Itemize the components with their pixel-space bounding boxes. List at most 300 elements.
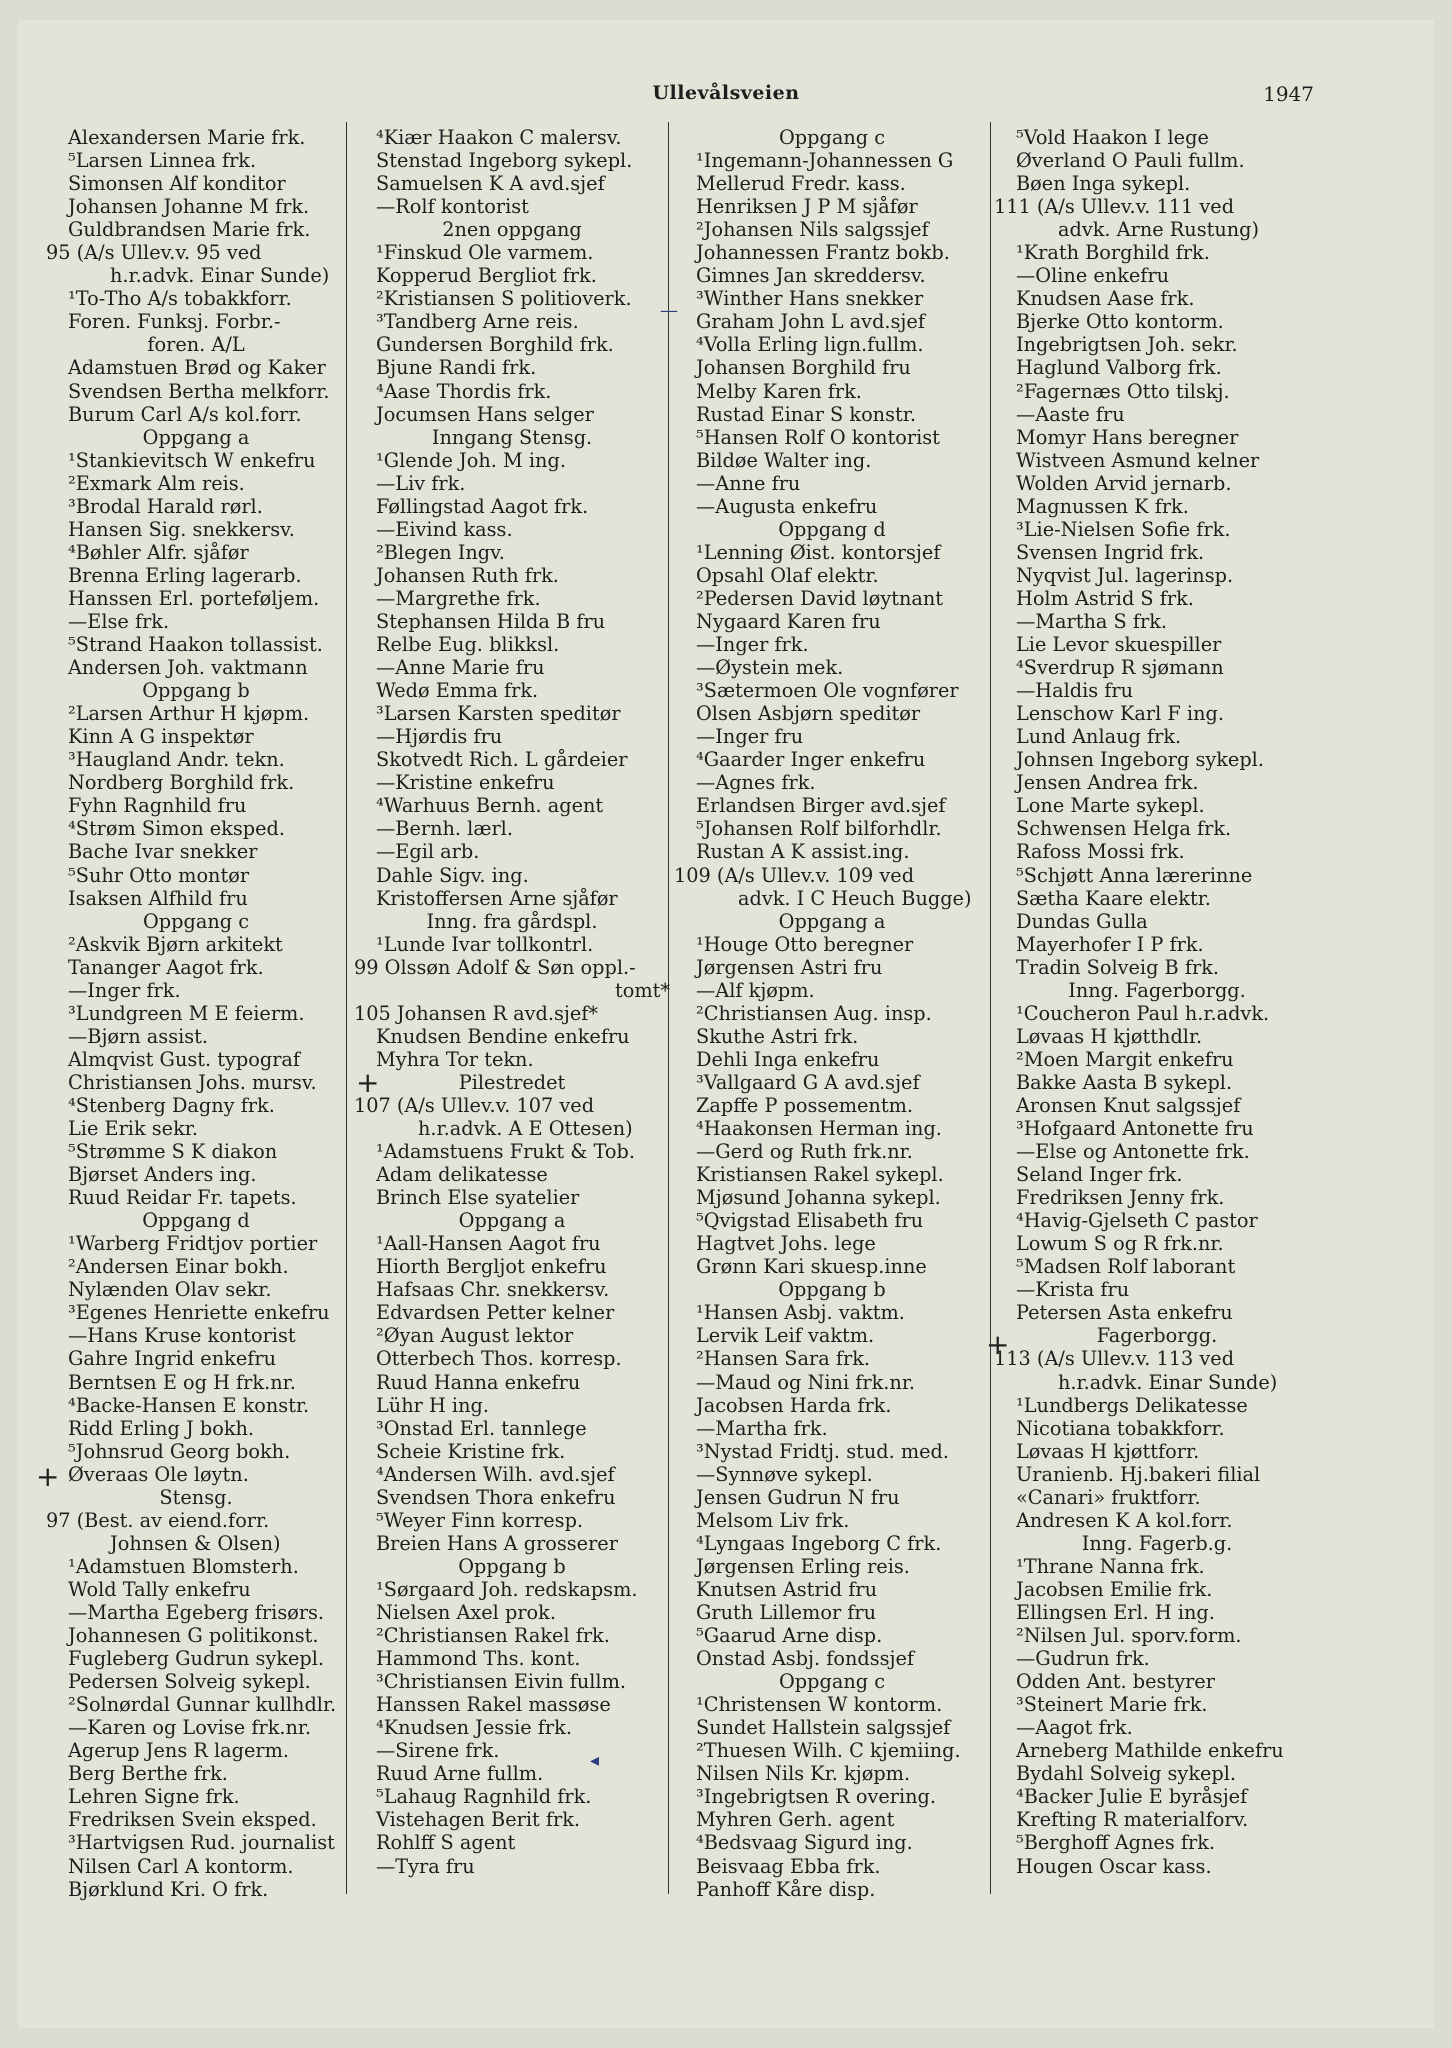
directory-entry: ²Askvik Bjørn arkitekt	[68, 932, 283, 956]
directory-entry: ⁵Schjøtt Anna lærerinne	[1016, 863, 1253, 887]
directory-entry: Oppgang d	[142, 1209, 250, 1233]
directory-entry: ²Hansen Sara frk.	[696, 1347, 871, 1371]
directory-entry: —Inger frk.	[68, 978, 181, 1002]
directory-entry: Knudsen Bendine enkefru	[376, 1024, 630, 1048]
directory-entry: Jensen Gudrun N fru	[696, 1485, 900, 1509]
directory-entry: ⁴Andersen Wilh. avd.sjef	[376, 1462, 615, 1486]
directory-entry: ³Ingebrigtsen R overing.	[696, 1785, 937, 1809]
directory-entry: Lehren Signe frk.	[68, 1785, 240, 1809]
directory-entry: ⁴Aase Thordis frk.	[376, 379, 552, 403]
directory-entry: ³Sætermoen Ole vognfører	[696, 679, 959, 703]
directory-entry: Fredriksen Svein eksped.	[68, 1808, 317, 1832]
directory-entry: ³Haugland Andr. tekn.	[68, 748, 285, 772]
directory-entry: ⁵Hansen Rolf O kontorist	[696, 425, 940, 449]
directory-entry: «Canari» fruktforr.	[1016, 1485, 1201, 1509]
directory-entry: —Aagot frk.	[1016, 1716, 1133, 1740]
directory-entry: ²Christiansen Rakel frk.	[376, 1624, 610, 1648]
directory-entry: ⁴Lyngaas Ingeborg C frk.	[696, 1531, 942, 1555]
directory-entry: —Kristine enkefru	[376, 771, 555, 795]
directory-entry: Rafoss Mossi frk.	[1016, 840, 1185, 864]
directory-entry: 105 Johansen R avd.sjef*	[354, 1001, 599, 1025]
directory-entry: —Augusta enkefru	[696, 494, 878, 518]
directory-entry: ²Solnørdal Gunnar kullhdlr.	[68, 1693, 337, 1717]
directory-entry: ⁵Madsen Rolf laborant	[1016, 1255, 1236, 1279]
directory-entry: ⁵Vold Haakon I lege	[1016, 126, 1209, 149]
directory-entry: ²Thuesen Wilh. C kjemiing.	[696, 1739, 961, 1763]
directory-entry: ³Tandberg Arne reis.	[376, 310, 579, 334]
directory-entry: —Haldis fru	[1016, 679, 1134, 703]
directory-entry: Myhren Gerh. agent	[696, 1808, 895, 1832]
directory-entry: Bydahl Solveig sykepl.	[1016, 1762, 1237, 1786]
directory-entry: Øverland O Pauli fullm.	[1016, 149, 1245, 173]
directory-entry: 97 (Best. av eiend.forr.	[46, 1508, 270, 1532]
directory-entry: —Bernh. lærl.	[376, 817, 513, 841]
directory-entry: Andresen K A kol.forr.	[1016, 1508, 1233, 1532]
directory-entry: Ellingsen Erl. H ing.	[1016, 1601, 1215, 1624]
directory-entry: tomt*	[614, 978, 670, 1002]
directory-entry: Hammond Ths. kont.	[376, 1647, 581, 1671]
directory-entry: Oppgang c	[778, 1670, 886, 1694]
directory-entry: ¹Lunde Ivar tollkontrl.	[376, 932, 594, 956]
directory-entry: ⁴Warhuus Bernh. agent	[376, 794, 604, 818]
directory-entry: Wold Tally enkefru	[68, 1577, 251, 1601]
directory-entry: —Liv frk.	[376, 471, 466, 495]
column-rule	[990, 122, 991, 1894]
directory-entry: ¹Christensen W kontorm.	[696, 1693, 943, 1717]
directory-entry: Oppgang d	[778, 517, 886, 541]
directory-entry: ⁵Lahaug Ragnhild frk.	[376, 1785, 592, 1809]
directory-entry: Dundas Gulla	[1016, 909, 1148, 933]
directory-entry: ⁴Knudsen Jessie frk.	[376, 1716, 572, 1740]
directory-entry: Fredriksen Jenny frk.	[1016, 1186, 1225, 1210]
directory-entry: Wistveen Asmund kelner	[1016, 448, 1260, 472]
directory-entry: —Agnes frk.	[696, 771, 816, 795]
directory-entry: advk. I C Heuch Bugge)	[738, 886, 972, 910]
directory-entry: ²Pedersen David løytnant	[696, 586, 944, 610]
directory-entry: Hagtvet Johs. lege	[696, 1232, 876, 1256]
directory-entry: Isaksen Alfhild fru	[68, 886, 248, 910]
directory-entry: Alexandersen Marie frk.	[68, 126, 306, 149]
cross-mark: +	[986, 1328, 1010, 1361]
directory-entry: h.r.advk. Einar Sunde)	[110, 264, 330, 288]
directory-entry: ⁵Berghoff Agnes frk.	[1016, 1831, 1216, 1855]
directory-entry: Almqvist Gust. typograf	[68, 1047, 301, 1071]
directory-entry: ³Vallgaard G A avd.sjef	[696, 1070, 920, 1094]
directory-entry: h.r.advk. A E Ottesen)	[418, 1117, 633, 1141]
directory-entry: Rustan A K assist.ing.	[696, 840, 910, 864]
directory-entry: Inng. Fagerborgg.	[1068, 978, 1246, 1002]
directory-entry: Wedø Emma frk.	[376, 679, 539, 703]
directory-entry: ⁴Sverdrup R sjømann	[1016, 656, 1224, 680]
directory-entry: ¹Lenning Øist. kontorsjef	[696, 540, 941, 564]
directory-entry: Melby Karen frk.	[696, 379, 862, 403]
directory-entry: Berntsen E og H frk.nr.	[68, 1370, 296, 1394]
directory-entry: Oppgang c	[142, 909, 250, 933]
directory-entry: —Krista fru	[1016, 1278, 1130, 1302]
column-2	[354, 126, 670, 1878]
directory-entry: Gimnes Jan skreddersv.	[696, 264, 926, 288]
directory-entry: Gruth Lillemor fru	[696, 1601, 877, 1624]
directory-entry: Momyr Hans beregner	[1016, 425, 1239, 449]
directory-entry: —Else og Antonette frk.	[1016, 1140, 1250, 1164]
pen-mark: ◂	[590, 1750, 600, 1771]
directory-entry: —Else frk.	[68, 609, 170, 633]
directory-entry: Uranienb. Hj.bakeri filial	[1016, 1462, 1261, 1486]
directory-entry: Seland Inger frk.	[1016, 1163, 1183, 1187]
column-3	[674, 126, 990, 1901]
directory-entry: ³Egenes Henriette enkefru	[68, 1301, 330, 1325]
directory-entry: ³Hofgaard Antonette fru	[1016, 1117, 1254, 1141]
directory-entry: ¹Lundbergs Delikatesse	[1016, 1393, 1248, 1417]
directory-entry: Arneberg Mathilde enkefru	[1016, 1739, 1284, 1763]
directory-entry: Odden Ant. bestyrer	[1016, 1670, 1215, 1694]
directory-entry: 2nen oppgang	[442, 218, 582, 242]
directory-entry: Fyhn Ragnhild fru	[68, 794, 247, 818]
directory-entry: Bjørklund Kri. O frk.	[68, 1877, 269, 1901]
directory-entry: —Synnøve sykepl.	[696, 1462, 873, 1486]
directory-entry: Krefting R materialforv.	[1016, 1808, 1249, 1832]
directory-entry: Ingebrigtsen Joh. sekr.	[1016, 333, 1238, 357]
directory-entry: Stephansen Hilda B fru	[376, 609, 606, 633]
directory-entry: ⁴Bøhler Alfr. sjåfør	[68, 540, 249, 564]
directory-entry: Nielsen Axel prok.	[376, 1601, 556, 1624]
directory-entry: Skuthe Astri frk.	[696, 1024, 859, 1048]
directory-entry: Fugleberg Gudrun sykepl.	[68, 1647, 325, 1671]
directory-entry: Bakke Aasta B sykepl.	[1016, 1070, 1233, 1094]
column-1	[46, 126, 346, 1901]
directory-entry: Lervik Leif vaktm.	[696, 1324, 875, 1348]
directory-entry: ³Brodal Harald rørl.	[68, 494, 263, 518]
directory-entry: Løvaas H kjøttforr.	[1016, 1439, 1200, 1463]
directory-entry: ²Christiansen Aug. insp.	[696, 1001, 932, 1025]
directory-entry: ³Steinert Marie frk.	[1016, 1693, 1208, 1717]
directory-entry: Stenstad Ingeborg sykepl.	[376, 149, 633, 173]
directory-entry: Nordberg Borghild frk.	[68, 771, 295, 795]
directory-entry: Grønn Kari skuesp.inne	[696, 1255, 927, 1279]
directory-entry: Jacobsen Emilie frk.	[1016, 1577, 1213, 1601]
directory-entry: 95 (A/s Ullev.v. 95 ved	[46, 241, 262, 265]
directory-entry: Føllingstad Aagot frk.	[376, 494, 589, 518]
directory-entry: Brenna Erling lagerarb.	[68, 563, 302, 587]
directory-entry: Oppgang b	[142, 679, 250, 703]
directory-entry: Gahre Ingrid enkefru	[68, 1347, 276, 1371]
directory-entry: Guldbrandsen Marie frk.	[68, 218, 311, 242]
directory-entry: ³Larsen Karsten speditør	[376, 702, 621, 726]
directory-entry: ⁵Gaarud Arne disp.	[696, 1624, 883, 1648]
directory-entry: Edvardsen Petter kelner	[376, 1301, 615, 1325]
directory-entry: ⁴Backer Julie E byråsjef	[1016, 1785, 1248, 1809]
directory-entry: ⁵Larsen Linnea frk.	[68, 149, 257, 173]
directory-entry: Myhra Tor tekn.	[376, 1047, 534, 1071]
directory-entry: Lund Anlaug frk.	[1016, 725, 1182, 749]
directory-entry: ⁴Backe-Hansen E konstr.	[68, 1393, 310, 1417]
directory-entry: Inng. Fagerb.g.	[1081, 1531, 1233, 1555]
directory-entry: Tananger Aagot frk.	[68, 955, 264, 979]
directory-entry: Lowum S og R frk.nr.	[1016, 1232, 1224, 1256]
directory-entry: Oppgang b	[778, 1278, 886, 1302]
pen-mark: —	[660, 300, 678, 321]
directory-entry: —Oline enkefru	[1016, 264, 1170, 288]
directory-entry: ⁴Havig-Gjelseth C pastor	[1016, 1209, 1258, 1233]
directory-entry: Agerup Jens R lagerm.	[68, 1739, 290, 1763]
directory-entry: Onstad Asbj. fondssjef	[696, 1647, 915, 1671]
directory-entry: ⁵Strømme S K diakon	[68, 1140, 278, 1164]
directory-entry: Kristiansen Rakel sykepl.	[696, 1163, 944, 1187]
directory-entry: Zapffe P possementm.	[696, 1093, 913, 1117]
directory-entry: Pilestredet	[458, 1070, 566, 1094]
directory-entry: Wolden Arvid jernarb.	[1016, 471, 1232, 495]
directory-entry: Berg Berthe frk.	[68, 1762, 228, 1786]
directory-entry: ¹Ingemann-Johannessen G	[696, 149, 954, 173]
directory-entry: Nylænden Olav sekr.	[68, 1278, 272, 1302]
directory-entry: Jacobsen Harda frk.	[696, 1393, 892, 1417]
directory-entry: Bøen Inga sykepl.	[1016, 172, 1191, 196]
directory-entry: Magnussen K frk.	[1016, 494, 1189, 518]
directory-entry: Hougen Oscar kass.	[1016, 1854, 1212, 1878]
directory-entry: —Martha Egeberg frisørs.	[68, 1601, 325, 1624]
directory-entry: Erlandsen Birger avd.sjef	[696, 794, 946, 818]
directory-entry: ³Lie-Nielsen Sofie frk.	[1016, 517, 1231, 541]
directory-entry: ¹Finskud Ole varmem.	[376, 241, 594, 265]
directory-entry: —Gudrun frk.	[1016, 1647, 1150, 1671]
directory-entry: ⁴Kiær Haakon C malersv.	[376, 126, 622, 149]
directory-entry: ⁴Gaarder Inger enkefru	[696, 748, 926, 772]
directory-entry: Ridd Erling J bokh.	[68, 1416, 255, 1440]
page-title: Ullevålsveien	[652, 82, 800, 104]
directory-entry: —Eivind kass.	[376, 517, 513, 541]
directory-entry: Johnsen & Olsen)	[110, 1531, 281, 1555]
directory-entry: Gundersen Borghild frk.	[376, 333, 614, 357]
directory-entry: Mjøsund Johanna sykepl.	[696, 1186, 941, 1210]
directory-entry: Burum Carl A/s kol.forr.	[68, 402, 302, 426]
directory-entry: Ruud Arne fullm.	[376, 1762, 544, 1786]
directory-entry: Breien Hans A grosserer	[376, 1531, 618, 1555]
directory-entry: Jensen Andrea frk.	[1016, 771, 1199, 795]
directory-entry: 113 (A/s Ullev.v. 113 ved	[994, 1347, 1235, 1371]
directory-entry: ³Winther Hans snekker	[696, 287, 924, 311]
directory-entry: —Margrethe frk.	[376, 586, 541, 610]
directory-entry: —Maud og Nini frk.nr.	[696, 1370, 916, 1394]
directory-entry: Beisvaag Ebba frk.	[696, 1854, 881, 1878]
directory-entry: Hanssen Erl. porteføljem.	[68, 586, 320, 610]
directory-entry: —Gerd og Ruth frk.nr.	[696, 1140, 913, 1164]
directory-entry: Haglund Valborg frk.	[1016, 356, 1222, 380]
directory-entry: Hanssen Rakel massøse	[376, 1693, 611, 1717]
directory-entry: ²Johansen Nils salgssjef	[696, 218, 929, 242]
directory-entry: Kristoffersen Arne sjåfør	[376, 886, 618, 910]
directory-entry: Nygaard Karen fru	[696, 609, 881, 633]
directory-entry: Løvaas H kjøtthdlr.	[1016, 1024, 1203, 1048]
directory-entry: Johansen Johanne M frk.	[68, 195, 310, 219]
directory-entry: ³Nystad Fridtj. stud. med.	[696, 1439, 950, 1463]
directory-entry: Simonsen Alf konditor	[68, 172, 286, 196]
directory-entry: —Egil arb.	[376, 840, 480, 864]
directory-entry: ¹Adamstuens Frukt & Tob.	[376, 1140, 635, 1164]
directory-entry: —Alf kjøpm.	[696, 978, 815, 1002]
directory-entry: Holm Astrid S frk.	[1016, 586, 1194, 610]
directory-entry: ⁴Volla Erling lign.fullm.	[696, 333, 924, 357]
directory-entry: Øveraas Ole løytn.	[68, 1462, 249, 1486]
directory-entry: Graham John L avd.sjef	[696, 310, 925, 334]
directory-entry: Andersen Joh. vaktmann	[68, 656, 308, 680]
page-year: 1947	[1263, 82, 1314, 106]
directory-entry: Skotvedt Rich. L gårdeier	[376, 748, 628, 772]
directory-entry: Hafsaas Chr. snekkersv.	[376, 1278, 610, 1302]
directory-entry: —Inger frk.	[696, 633, 809, 657]
directory-entry: Samuelsen K A avd.sjef	[376, 172, 605, 196]
column-rule	[346, 122, 347, 1894]
directory-entry: Oppgang a	[778, 909, 886, 933]
directory-entry: Panhoff Kåre disp.	[696, 1877, 876, 1901]
directory-entry: ³Lundgreen M E feierm.	[68, 1001, 305, 1025]
directory-entry: ¹Krath Borghild frk.	[1016, 241, 1210, 265]
directory-entry: Opsahl Olaf elektr.	[696, 563, 879, 587]
directory-entry: ¹Adamstuen Blomsterh.	[68, 1554, 299, 1578]
directory-entry: ⁵Johnsrud Georg bokh.	[68, 1439, 291, 1463]
directory-entry: Melsom Liv frk.	[696, 1508, 850, 1532]
directory-entry: Johansen Ruth frk.	[376, 563, 559, 587]
directory-entry: Inngang Stensg.	[431, 425, 593, 449]
directory-entry: ³Onstad Erl. tannlege	[376, 1416, 587, 1440]
directory-entry: 99 Olssøn Adolf & Søn oppl.-	[354, 955, 636, 979]
directory-entry: Stensg.	[159, 1485, 233, 1509]
directory-entry: Bjune Randi frk.	[376, 356, 537, 380]
directory-entry: Hiorth Bergljot enkefru	[376, 1255, 607, 1279]
directory-entry: 111 (A/s Ullev.v. 111 ved	[994, 195, 1235, 219]
directory-entry: —Anne Marie fru	[376, 656, 545, 680]
directory-entry: Rohlff S agent	[376, 1831, 516, 1855]
directory-entry: ²Larsen Arthur H kjøpm.	[68, 702, 310, 726]
directory-entry: —Martha frk.	[696, 1416, 828, 1440]
directory-entry: Svendsen Thora enkefru	[376, 1485, 616, 1509]
directory-entry: Svendsen Bertha melkforr.	[68, 379, 330, 403]
directory-entry: ⁴Bedsvaag Sigurd ing.	[696, 1831, 913, 1855]
directory-entry: Jørgensen Erling reis.	[696, 1554, 910, 1578]
directory-entry: ¹Glende Joh. M ing.	[376, 448, 566, 472]
directory-entry: —Sirene frk.	[376, 1739, 500, 1763]
directory-entry: Sundet Hallstein salgssjef	[696, 1716, 951, 1740]
directory-entry: Fagerborgg.	[1096, 1324, 1218, 1348]
directory-entry: Johansen Borghild fru	[696, 356, 911, 380]
directory-entry: —Martha S frk.	[1016, 609, 1168, 633]
directory-entry: Sætha Kaare elektr.	[1016, 886, 1211, 910]
directory-entry: —Bjørn assist.	[68, 1024, 209, 1048]
directory-entry: Relbe Eug. blikksl.	[376, 633, 560, 657]
directory-entry: —Øystein mek.	[696, 656, 844, 680]
directory-entry: ¹Hansen Asbj. vaktm.	[696, 1301, 905, 1325]
directory-entry: Jocumsen Hans selger	[376, 402, 594, 426]
directory-entry: Knutsen Astrid fru	[696, 1577, 878, 1601]
directory-entry: Johannessen Frantz bokb.	[696, 241, 950, 265]
directory-entry: Brinch Else syatelier	[376, 1186, 580, 1210]
directory-entry: h.r.advk. Einar Sunde)	[1058, 1370, 1278, 1394]
directory-entry: Kinn A G inspektør	[68, 725, 254, 749]
directory-entry: ¹Coucheron Paul h.r.advk.	[1016, 1001, 1270, 1025]
directory-entry: Dehli Inga enkefru	[696, 1047, 880, 1071]
directory-entry: ¹To-Tho A/s tobakkforr.	[68, 287, 292, 311]
directory-entry: ⁵Qvigstad Elisabeth fru	[696, 1209, 924, 1233]
directory-entry: Adam delikatesse	[376, 1163, 548, 1187]
directory-entry: Bildøe Walter ing.	[696, 448, 872, 472]
directory-entry: —Aaste fru	[1016, 402, 1125, 426]
directory-entry: —Karen og Lovise frk.nr.	[68, 1716, 312, 1740]
directory-entry: ¹Thrane Nanna frk.	[1016, 1554, 1205, 1578]
directory-entry: Lie Erik sekr.	[68, 1117, 198, 1141]
directory-entry: Dahle Sigv. ing.	[376, 863, 529, 887]
directory-entry: ¹Stankievitsch W enkefru	[68, 448, 316, 472]
directory-entry: —Tyra fru	[376, 1854, 475, 1878]
directory-entry: ⁵Weyer Finn korresp.	[376, 1508, 584, 1532]
directory-entry: Inng. fra gårdspl.	[426, 909, 598, 933]
directory-entry: ²Nilsen Jul. sporv.form.	[1016, 1624, 1242, 1648]
directory-entry: Petersen Asta enkefru	[1016, 1301, 1233, 1325]
directory-entry: Lenschow Karl F ing.	[1016, 702, 1224, 726]
directory-entry: Ruud Reidar Fr. tapets.	[68, 1186, 297, 1210]
column-4	[994, 126, 1320, 1878]
directory-entry: Henriksen J P M sjåfør	[696, 195, 918, 219]
directory-entry: 109 (A/s Ullev.v. 109 ved	[674, 863, 915, 887]
directory-entry: Johannesen G politikonst.	[68, 1624, 319, 1648]
directory-entry: ²Andersen Einar bokh.	[68, 1255, 289, 1279]
directory-entry: Oppgang a	[142, 425, 250, 449]
directory-entry: Jørgensen Astri fru	[696, 955, 883, 979]
directory-entry: ⁵Suhr Otto montør	[68, 863, 250, 887]
directory-entry: ³Christiansen Eivin fullm.	[376, 1670, 627, 1694]
directory-entry: ¹Aall-Hansen Aagot fru	[376, 1232, 601, 1256]
directory-entry: Christiansen Johs. mursv.	[68, 1070, 317, 1094]
directory-entry: Otterbech Thos. korresp.	[376, 1347, 622, 1371]
directory-entry: ⁵Strand Haakon tollassist.	[68, 633, 323, 657]
directory-entry: —Hans Kruse kontorist	[68, 1324, 296, 1348]
directory-entry: ²Kristiansen S politioverk.	[376, 287, 632, 311]
directory-entry: Nicotiana tobakkforr.	[1016, 1416, 1225, 1440]
directory-entry: —Hjørdis fru	[376, 725, 503, 749]
directory-entry: Schwensen Helga frk.	[1016, 817, 1232, 841]
directory-entry: Johnsen Ingeborg sykepl.	[1016, 748, 1264, 772]
directory-entry: ⁵Johansen Rolf bilforhdlr.	[696, 817, 942, 841]
directory-entry: ²Moen Margit enkefru	[1016, 1047, 1234, 1071]
directory-entry: Scheie Kristine frk.	[376, 1439, 566, 1463]
directory-entry: Kopperud Bergliot frk.	[376, 264, 597, 288]
directory-entry: Hansen Sig. snekkersv.	[68, 517, 295, 541]
directory-entry: Bjerke Otto kontorm.	[1016, 310, 1224, 334]
directory-entry: Vistehagen Berit frk.	[376, 1808, 581, 1832]
directory-entry: Ruud Hanna enkefru	[376, 1370, 581, 1394]
directory-entry: Rustad Einar S konstr.	[696, 402, 916, 426]
directory-entry: ²Blegen Ingv.	[376, 540, 505, 564]
directory-entry: ²Fagernæs Otto tilskj.	[1016, 379, 1230, 403]
directory-entry: Oppgang b	[458, 1554, 566, 1578]
directory-entry: —Anne fru	[696, 471, 801, 495]
cross-mark: +	[36, 1460, 60, 1493]
directory-entry: Adamstuen Brød og Kaker	[68, 356, 326, 380]
directory-entry: Mellerud Fredr. kass.	[696, 172, 906, 196]
directory-entry: ⁴Stenberg Dagny frk.	[68, 1093, 275, 1117]
directory-entry: ⁴Haakonsen Herman ing.	[696, 1117, 942, 1141]
directory-entry: ³Hartvigsen Rud. journalist	[68, 1831, 335, 1855]
directory-entry: ¹Houge Otto beregner	[696, 932, 914, 956]
directory-entry: Aronsen Knut salgssjef	[1016, 1093, 1241, 1117]
cross-mark: +	[356, 1066, 380, 1099]
directory-entry: Nilsen Carl A kontorm.	[68, 1854, 294, 1878]
directory-entry: ¹Warberg Fridtjov portier	[68, 1232, 318, 1256]
directory-entry: ²Exmark Alm reis.	[68, 471, 245, 495]
directory-entry: Olsen Asbjørn speditør	[696, 702, 921, 726]
directory-entry: 107 (A/s Ullev.v. 107 ved	[354, 1093, 595, 1117]
directory-entry: Lone Marte sykepl.	[1016, 794, 1205, 818]
directory-entry: Bache Ivar snekker	[68, 840, 258, 864]
directory-entry: Mayerhofer I P frk.	[1016, 932, 1204, 956]
